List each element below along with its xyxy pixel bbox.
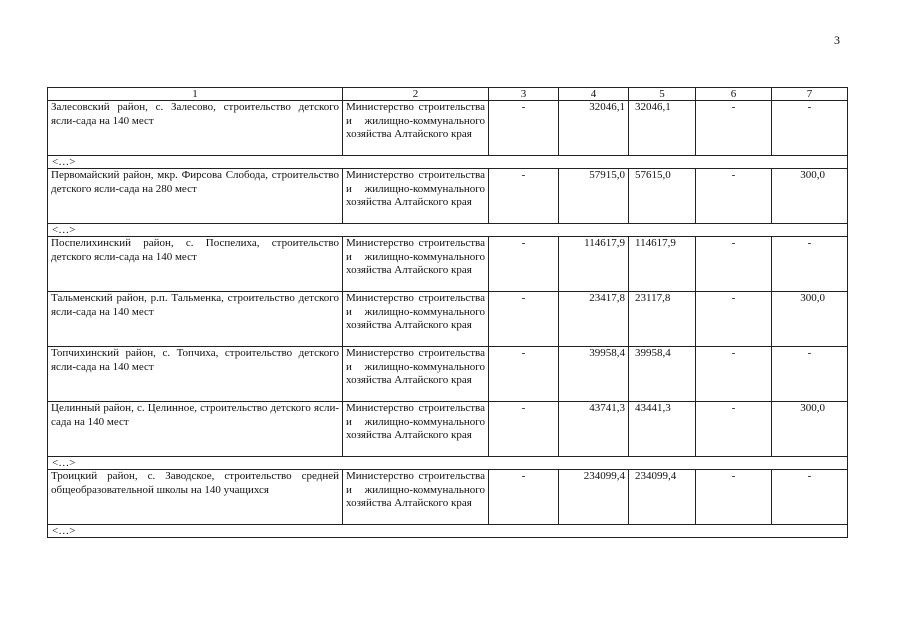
responsible-organization-cell: Министерство строительства и жилищно-коммунального хозяйства Алтайского края [343, 347, 489, 402]
project-description-cell: Топчихинский район, с. Топчиха, строительство детского ясли-сада на 140 мест [48, 347, 343, 402]
table-row [48, 292, 848, 347]
column-6-value-cell: - [696, 292, 772, 347]
table-body [48, 101, 848, 538]
project-description-cell: Тальменский район, р.п. Тальменка, строительство детского ясли-сада на 140 мест [48, 292, 343, 347]
omission-marker: <…> [48, 224, 848, 237]
column-3-value-cell: - [489, 470, 559, 525]
table-row [48, 470, 848, 525]
responsible-organization-cell: Министерство строительства и жилищно-коммунального хозяйства Алтайского края [343, 101, 489, 156]
column-5-amount-cell: 43441,3 [629, 402, 696, 457]
column-5-amount-cell: 23117,8 [629, 292, 696, 347]
column-header-4: 4 [559, 88, 629, 101]
column-7-amount-cell: - [772, 470, 848, 525]
project-description-cell: Залесовский район, с. Залесово, строительство детского ясли-сада на 140 мест [48, 101, 343, 156]
column-header-1: 1 [48, 88, 343, 101]
page-number: 3 [834, 33, 840, 47]
column-5-amount-cell: 39958,4 [629, 347, 696, 402]
omission-row [48, 156, 848, 169]
header-row [48, 88, 848, 101]
column-7-amount-cell: - [772, 101, 848, 156]
project-description-cell: Троицкий район, с. Заводское, строительство средней общеобразовательной школы на 140 учащихся [48, 470, 343, 525]
table-row [48, 169, 848, 224]
total-amount-cell: 43741,3 [559, 402, 629, 457]
total-amount-cell: 23417,8 [559, 292, 629, 347]
budget-table [47, 87, 848, 538]
total-amount-cell: 114617,9 [559, 237, 629, 292]
column-7-amount-cell: 300,0 [772, 402, 848, 457]
column-3-value-cell: - [489, 292, 559, 347]
column-header-7: 7 [772, 88, 848, 101]
column-7-amount-cell: 300,0 [772, 169, 848, 224]
column-6-value-cell: - [696, 470, 772, 525]
column-6-value-cell: - [696, 101, 772, 156]
column-3-value-cell: - [489, 169, 559, 224]
column-3-value-cell: - [489, 237, 559, 292]
total-amount-cell: 32046,1 [559, 101, 629, 156]
column-5-amount-cell: 57615,0 [629, 169, 696, 224]
column-5-amount-cell: 32046,1 [629, 101, 696, 156]
omission-row [48, 224, 848, 237]
column-header-3: 3 [489, 88, 559, 101]
column-6-value-cell: - [696, 402, 772, 457]
table-row [48, 101, 848, 156]
responsible-organization-cell: Министерство строительства и жилищно-коммунального хозяйства Алтайского края [343, 169, 489, 224]
column-header-6: 6 [696, 88, 772, 101]
column-6-value-cell: - [696, 237, 772, 292]
table-row [48, 402, 848, 457]
total-amount-cell: 234099,4 [559, 470, 629, 525]
column-3-value-cell: - [489, 402, 559, 457]
column-7-amount-cell: - [772, 347, 848, 402]
column-7-amount-cell: 300,0 [772, 292, 848, 347]
responsible-organization-cell: Министерство строительства и жилищно-коммунального хозяйства Алтайского края [343, 237, 489, 292]
responsible-organization-cell: Министерство строительства и жилищно-коммунального хозяйства Алтайского края [343, 470, 489, 525]
responsible-organization-cell: Министерство строительства и жилищно-коммунального хозяйства Алтайского края [343, 292, 489, 347]
column-3-value-cell: - [489, 347, 559, 402]
column-3-value-cell: - [489, 101, 559, 156]
responsible-organization-cell: Министерство строительства и жилищно-коммунального хозяйства Алтайского края [343, 402, 489, 457]
project-description-cell: Целинный район, с. Целинное, строительство детского ясли-сада на 140 мест [48, 402, 343, 457]
omission-marker: <…> [48, 156, 848, 169]
column-5-amount-cell: 114617,9 [629, 237, 696, 292]
table-row [48, 237, 848, 292]
total-amount-cell: 39958,4 [559, 347, 629, 402]
project-description-cell: Первомайский район, мкр. Фирсова Слобода, строительство детского ясли-сада на 280 мест [48, 169, 343, 224]
total-amount-cell: 57915,0 [559, 169, 629, 224]
omission-marker: <…> [48, 457, 848, 470]
omission-marker: <…> [48, 525, 848, 538]
table-row [48, 347, 848, 402]
column-6-value-cell: - [696, 347, 772, 402]
column-6-value-cell: - [696, 169, 772, 224]
column-header-5: 5 [629, 88, 696, 101]
omission-row [48, 457, 848, 470]
column-header-2: 2 [343, 88, 489, 101]
column-5-amount-cell: 234099,4 [629, 470, 696, 525]
column-7-amount-cell: - [772, 237, 848, 292]
project-description-cell: Поспелихинский район, с. Поспелиха, строительство детского ясли-сада на 140 мест [48, 237, 343, 292]
omission-row [48, 525, 848, 538]
